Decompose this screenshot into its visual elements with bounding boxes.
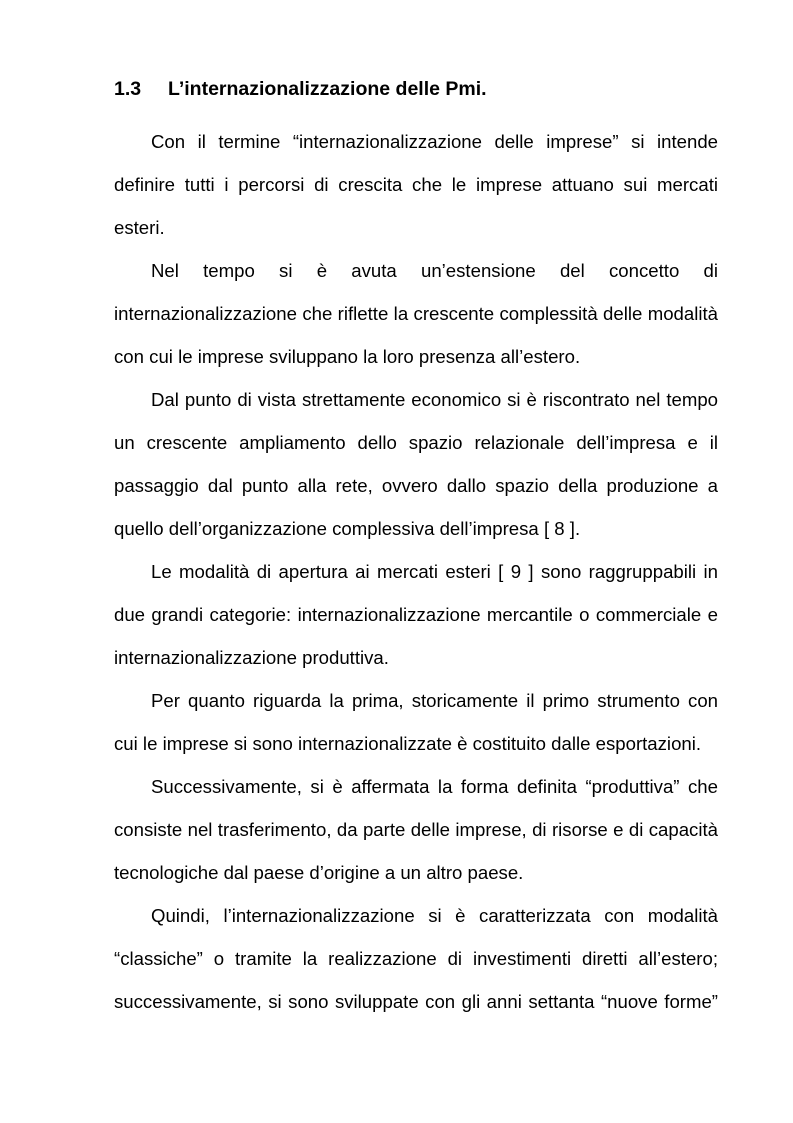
paragraph: Con il termine “internazionalizzazione delle imprese” si intende definire tutti i percorsi di crescita che le imprese attuano sui mercati esteri. [114,131,718,238]
section-heading [114,74,718,104]
document-page [114,74,718,1023]
section-title: L’internazionalizzazione delle Pmi. [168,78,487,100]
paragraph: Nel tempo si è avuta un’estensione del concetto di internazionalizzazione che riflette la crescente complessità delle modalità con cui le imprese sviluppano la loro presenza all’estero. [114,260,718,367]
paragraph: Successivamente, si è affermata la forma definita “produttiva” che consiste nel trasferimento, da parte delle imprese, di risorse e di capacità tecnologiche dal paese d’origine a un altro paese. [114,776,718,883]
paragraph: Dal punto di vista strettamente economico si è riscontrato nel tempo un crescente ampliamento dello spazio relazionale dell’impresa e il passaggio dal punto alla rete, ovvero dallo spazio della produzione a quello dell’organizzazione complessiva dell’impresa [ 8 ]. [114,389,718,539]
paragraph: Le modalità di apertura ai mercati esteri [ 9 ] sono raggruppabili in due grandi categorie: internazionalizzazione mercantile o commerciale e internazionalizzazione produttiva. [114,561,718,668]
paragraph: Quindi, l’internazionalizzazione si è caratterizzata con modalità “classiche” o tramite la realizzazione di investimenti diretti all’estero; successivamente, si sono sviluppate con gli anni settanta “nuove forme” [114,905,718,1012]
paragraph: Per quanto riguarda la prima, storicamente il primo strumento con cui le imprese si sono internazionalizzate è costituito dalle esportazioni. [114,690,718,754]
section-number: 1.3 [114,78,142,100]
